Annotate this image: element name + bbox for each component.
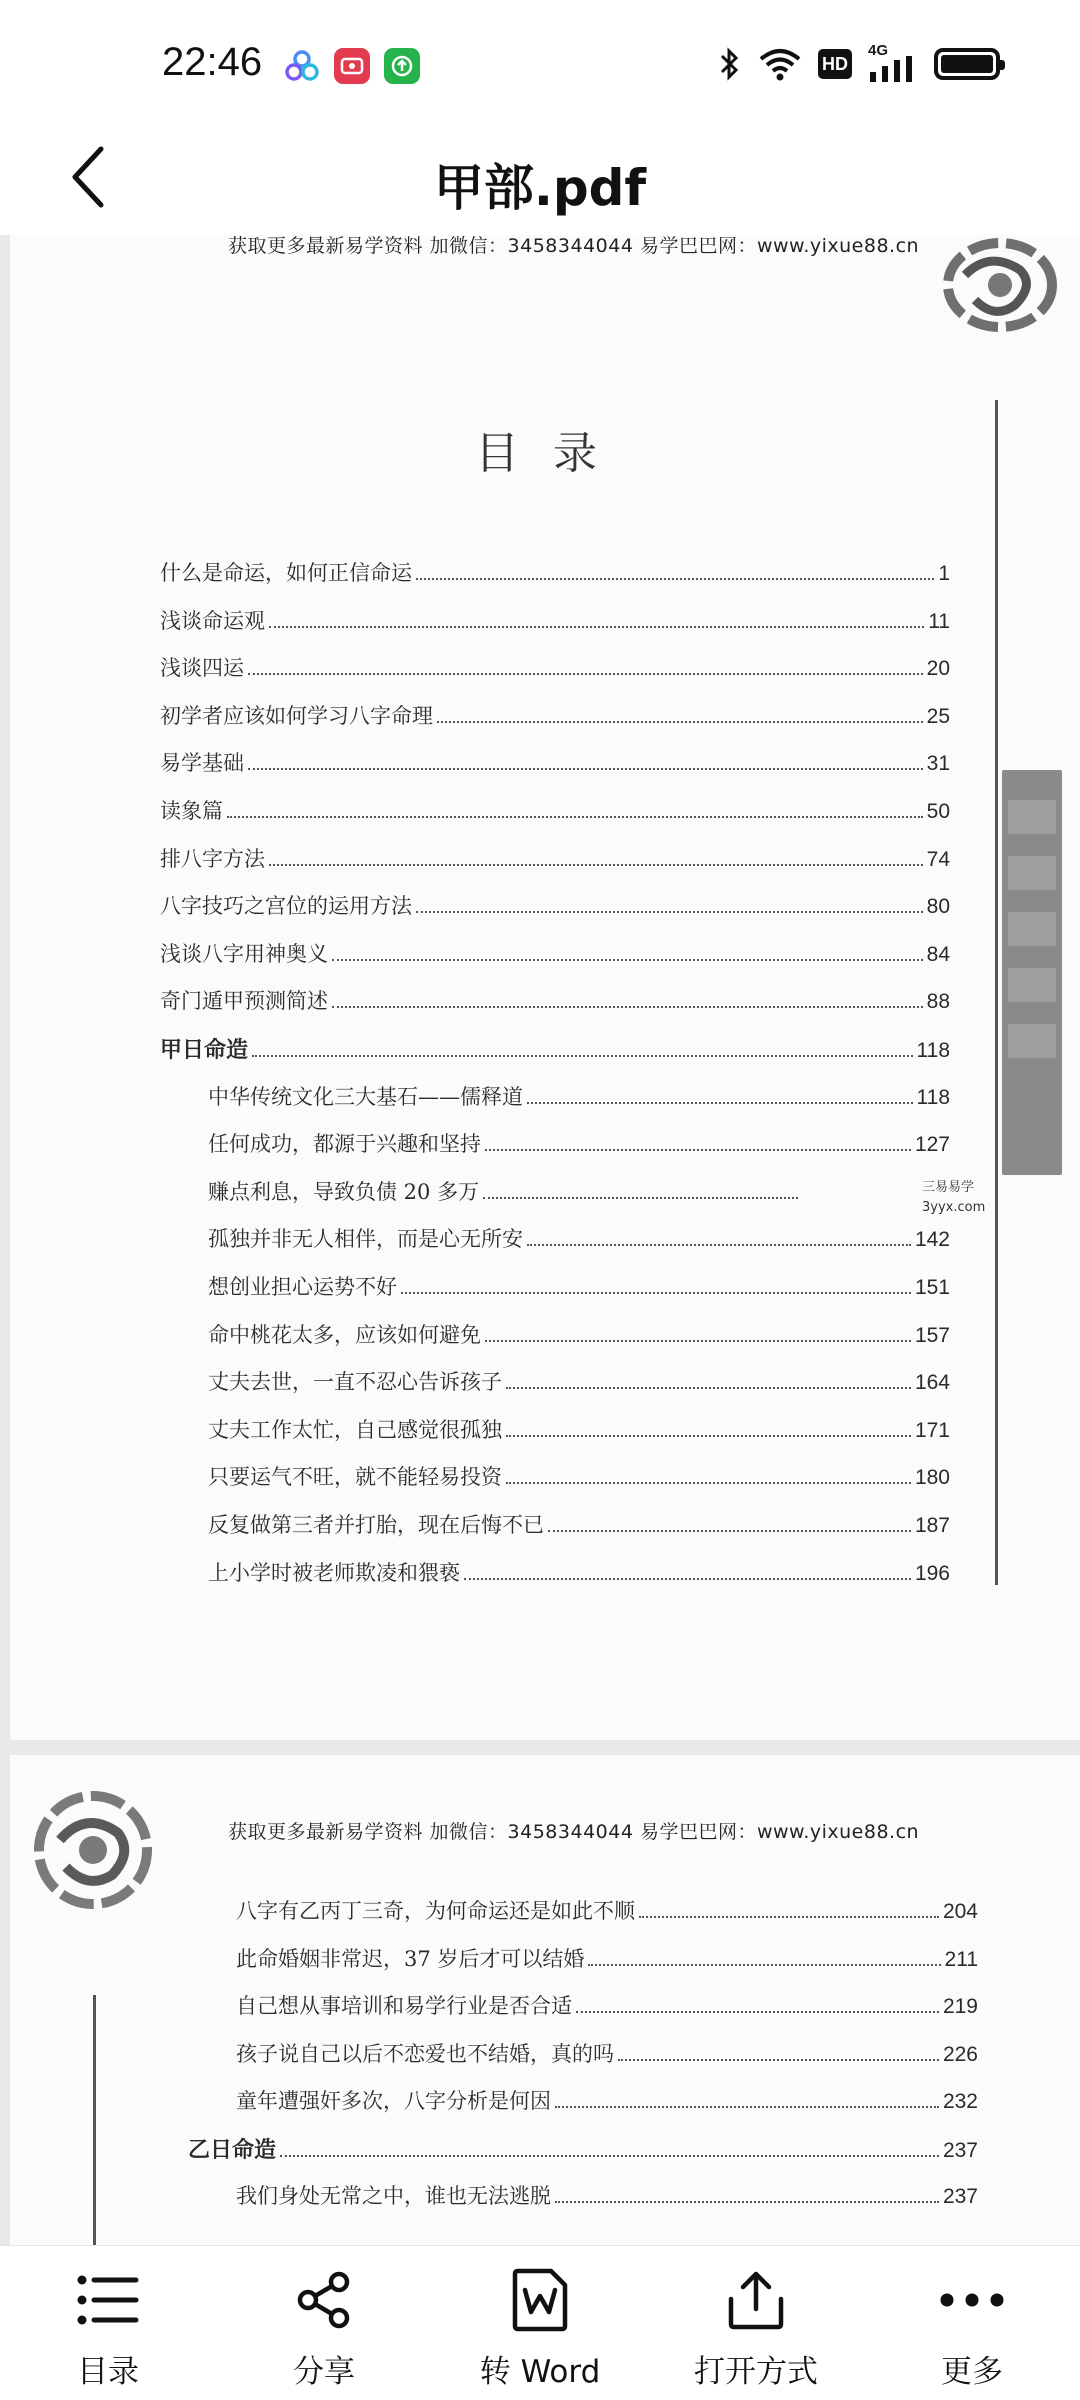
toc-leader-dots — [248, 673, 923, 675]
toc-entry — [160, 652, 950, 682]
toc-entry — [236, 1895, 978, 1925]
network-type: 4G — [868, 42, 889, 59]
pdf-page-2 — [10, 1755, 1080, 2245]
toc-leader-dots — [555, 2106, 939, 2108]
toc-entry-page: 25 — [926, 704, 950, 728]
signal-bars-icon — [868, 56, 918, 82]
toc-leader-dots — [483, 1197, 798, 1199]
wifi-icon — [758, 47, 802, 81]
pdf-page-1 — [10, 235, 1080, 1740]
toc-leader-dots — [555, 2201, 939, 2203]
toc-entry-title: 赚点利息，导致负债 20 多万 — [208, 1179, 480, 1204]
list-icon — [76, 2272, 140, 2328]
toc-entry-title: 浅谈四运 — [160, 656, 244, 681]
toc-entry-title: 丈夫工作太忙，自己感觉很孤独 — [208, 1417, 502, 1442]
toc-button-label: 目录 — [77, 2354, 139, 2390]
toc-entry-page: 171 — [914, 1418, 950, 1442]
toc-entry — [188, 2133, 978, 2164]
toc-entry-title: 童年遭强奸多次，八字分析是何因 — [236, 2089, 551, 2113]
toc-leader-dots — [227, 816, 923, 818]
toc-entry-page: 180 — [914, 1466, 950, 1490]
toc-entry-page: 1 — [938, 562, 950, 585]
toc-entry-page: 127 — [914, 1133, 950, 1157]
open-with-button[interactable] — [648, 2246, 864, 2400]
word-icon — [511, 2268, 569, 2332]
toc-leader-dots — [416, 911, 923, 913]
cluster-app-icon — [284, 48, 320, 84]
toc-entry-title: 上小学时被老师欺凌和猥亵 — [208, 1560, 460, 1585]
toc-entry — [208, 1366, 950, 1396]
toc-entry-page: 88 — [926, 990, 950, 1014]
toc-entry-page: 50 — [926, 800, 950, 823]
toc-entry — [160, 938, 950, 968]
toc-entry — [208, 1461, 950, 1491]
toc-entry-title: 什么是命运，如何正信命运 — [160, 561, 412, 585]
toc-entry — [160, 700, 950, 730]
status-app-icons — [284, 48, 420, 84]
toc-entry-title: 中华传统文化三大基石——儒释道 — [208, 1084, 523, 1109]
toc-leader-dots — [506, 1482, 911, 1484]
toc-entry — [160, 795, 950, 825]
toc-entry-page: 20 — [926, 657, 950, 681]
more-icon — [940, 2293, 1004, 2307]
status-bar — [0, 0, 1080, 120]
page-watermark: 获取更多最新易学资料 加微信：3458344044 易学巴巴网：www.yixue88.cn — [228, 1821, 920, 1843]
toc-entry — [208, 1176, 950, 1206]
toc-entry — [160, 557, 950, 587]
toc-entry — [208, 1414, 950, 1444]
toc-leader-dots — [618, 2059, 939, 2061]
toc-button[interactable] — [0, 2246, 216, 2400]
toc-entry-page: 196 — [914, 1561, 950, 1585]
convert-word-button[interactable] — [432, 2246, 648, 2400]
bottom-toolbar — [0, 2245, 1080, 2400]
toc-entry-page: 74 — [926, 847, 950, 871]
toc-entry-title: 八字有乙丙丁三奇，为何命运还是如此不顺 — [236, 1899, 635, 1923]
toc-entry-page: 31 — [926, 752, 950, 776]
toc-entry-title: 任何成功，都源于兴趣和坚持 — [208, 1132, 481, 1157]
toc-entry-title: 奇门遁甲预测简述 — [160, 989, 328, 1014]
toc-entry-page: 164 — [914, 1371, 950, 1395]
toc-entry-title: 想创业担心运势不好 — [208, 1275, 397, 1299]
toc-entry-page: 219 — [942, 1995, 978, 2018]
dragon-emblem-icon — [28, 1785, 158, 1915]
document-title: 甲部.pdf — [433, 159, 647, 217]
toc-title: 目录 — [475, 428, 631, 479]
toc-entry — [236, 1990, 978, 2020]
bluetooth-icon — [716, 46, 742, 82]
page-watermark: 获取更多最新易学资料 加微信：3458344044 易学巴巴网：www.yixue88.cn — [228, 235, 920, 257]
toc-leader-dots — [506, 1387, 911, 1389]
toc-leader-dots — [248, 768, 923, 770]
toc-entry-title: 孩子说自己以后不恋爱也不结婚，真的吗 — [236, 2041, 614, 2066]
hd-badge: HD — [818, 49, 852, 79]
toc-entry-title: 甲日命造 — [160, 1037, 249, 1063]
toc-entry-page: 84 — [926, 942, 950, 966]
toc-leader-dots — [401, 1292, 911, 1294]
toc-leader-dots — [269, 864, 923, 866]
toc-entry-page: 118 — [916, 1085, 950, 1109]
side-tab-decoration — [1002, 770, 1062, 1175]
toc-entry-title: 初学者应该如何学习八字命理 — [160, 703, 433, 728]
toc-leader-dots — [252, 1055, 913, 1057]
toc-entry-title: 丈夫去世，一直不忍心告诉孩子 — [208, 1370, 502, 1395]
toc-entry — [208, 1319, 950, 1349]
toc-entry-page: 80 — [926, 895, 950, 919]
toc-entry — [208, 1223, 950, 1253]
page-rule — [93, 1995, 96, 2245]
toc-entry-title: 乙日命造 — [188, 2136, 277, 2163]
toc-entry — [208, 1509, 950, 1539]
toc-leader-dots — [576, 2011, 939, 2013]
cellular-signal — [868, 42, 918, 82]
toc-entry-title: 我们身处无常之中，谁也无法逃脱 — [236, 2184, 551, 2208]
toc-entry — [160, 890, 950, 920]
toc-entry — [160, 843, 950, 873]
toc-leader-dots — [527, 1244, 911, 1246]
toc-entry-title: 排八字方法 — [160, 846, 265, 871]
pdf-viewer[interactable] — [0, 235, 1080, 2245]
toc-entry-page: 118 — [916, 1039, 950, 1062]
toc-entry-page: 237 — [942, 2185, 978, 2208]
share-button-label: 分享 — [293, 2354, 355, 2390]
upload-app-icon — [384, 48, 420, 84]
toc-entry — [236, 2085, 978, 2115]
toc-entry — [208, 1271, 950, 1301]
site-stamp: 三易易学 3yyx.com — [922, 1180, 986, 1215]
toc-entry-page: 226 — [942, 2042, 978, 2066]
toc-leader-dots — [506, 1435, 911, 1437]
toc-entry-title: 命中桃花太多，应该如何避免 — [208, 1322, 481, 1347]
toc-entry-title: 易学基础 — [160, 751, 244, 776]
toc-entry-page: 151 — [914, 1276, 950, 1299]
toc-leader-dots — [485, 1149, 911, 1151]
toc-leader-dots — [416, 578, 934, 580]
more-button[interactable] — [864, 2246, 1080, 2400]
toc-entry-page: 11 — [928, 609, 950, 633]
status-time: 22:46 — [162, 40, 263, 84]
toc-leader-dots — [280, 2155, 939, 2157]
page-rule — [995, 400, 998, 1585]
toc-leader-dots — [464, 1578, 911, 1580]
toc-leader-dots — [437, 721, 923, 723]
toc-entry-page: 211 — [944, 1947, 978, 1971]
battery-icon — [934, 48, 1000, 80]
toc-entry-page: 204 — [942, 1900, 978, 1923]
toc-entry — [236, 1943, 978, 1973]
toc-entry — [208, 1128, 950, 1158]
more-button-label: 更多 — [941, 2354, 1003, 2390]
toc-entry-page: 237 — [942, 2138, 978, 2162]
toc-entry-title: 浅谈八字用神奥义 — [160, 941, 328, 966]
recorder-app-icon — [334, 48, 370, 84]
toc-entry-title: 八字技巧之宫位的运用方法 — [160, 894, 412, 919]
toc-entry-title: 此命婚姻非常迟，37 岁后才可以结婚 — [236, 1946, 585, 1971]
share-button[interactable] — [216, 2246, 432, 2400]
toc-entry — [160, 747, 950, 777]
toc-entry-title: 自己想从事培训和易学行业是否合适 — [236, 1994, 572, 2018]
toc-entry-title: 读象篇 — [160, 799, 223, 823]
app-header — [0, 120, 1080, 235]
toc-entry — [160, 1033, 950, 1064]
toc-leader-dots — [639, 1916, 939, 1918]
toc-entry-title: 浅谈命运观 — [160, 608, 265, 633]
toc-leader-dots — [332, 959, 923, 961]
toc-leader-dots — [332, 1006, 923, 1008]
toc-entry-title: 孤独并非无人相伴，而是心无所安 — [208, 1227, 523, 1252]
toc-entry-page: 157 — [914, 1323, 950, 1347]
dragon-emblem-icon — [935, 235, 1065, 335]
toc-entry — [236, 2180, 978, 2210]
convert-word-button-label: 转 Word — [479, 2354, 601, 2390]
toc-leader-dots — [548, 1530, 911, 1532]
toc-entry-title: 反复做第三者并打胎，现在后悔不已 — [208, 1513, 544, 1537]
toc-entry-page: 187 — [914, 1514, 950, 1537]
toc-entry — [208, 1081, 950, 1111]
open-with-button-label: 打开方式 — [694, 2354, 818, 2390]
status-indicators — [716, 42, 1000, 82]
toc-entry-page: 232 — [942, 2090, 978, 2113]
toc-leader-dots — [269, 626, 924, 628]
toc-entry-page: 142 — [914, 1228, 950, 1252]
toc-entry — [160, 605, 950, 635]
toc-entry — [208, 1557, 950, 1587]
toc-entry — [236, 2038, 978, 2068]
toc-leader-dots — [485, 1340, 911, 1342]
toc-leader-dots — [588, 1964, 940, 1966]
open-with-icon — [726, 2269, 786, 2331]
share-icon — [294, 2270, 354, 2330]
toc-leader-dots — [527, 1102, 913, 1104]
toc-entry — [160, 985, 950, 1015]
toc-entry-title: 只要运气不旺，就不能轻易投资 — [208, 1465, 502, 1490]
